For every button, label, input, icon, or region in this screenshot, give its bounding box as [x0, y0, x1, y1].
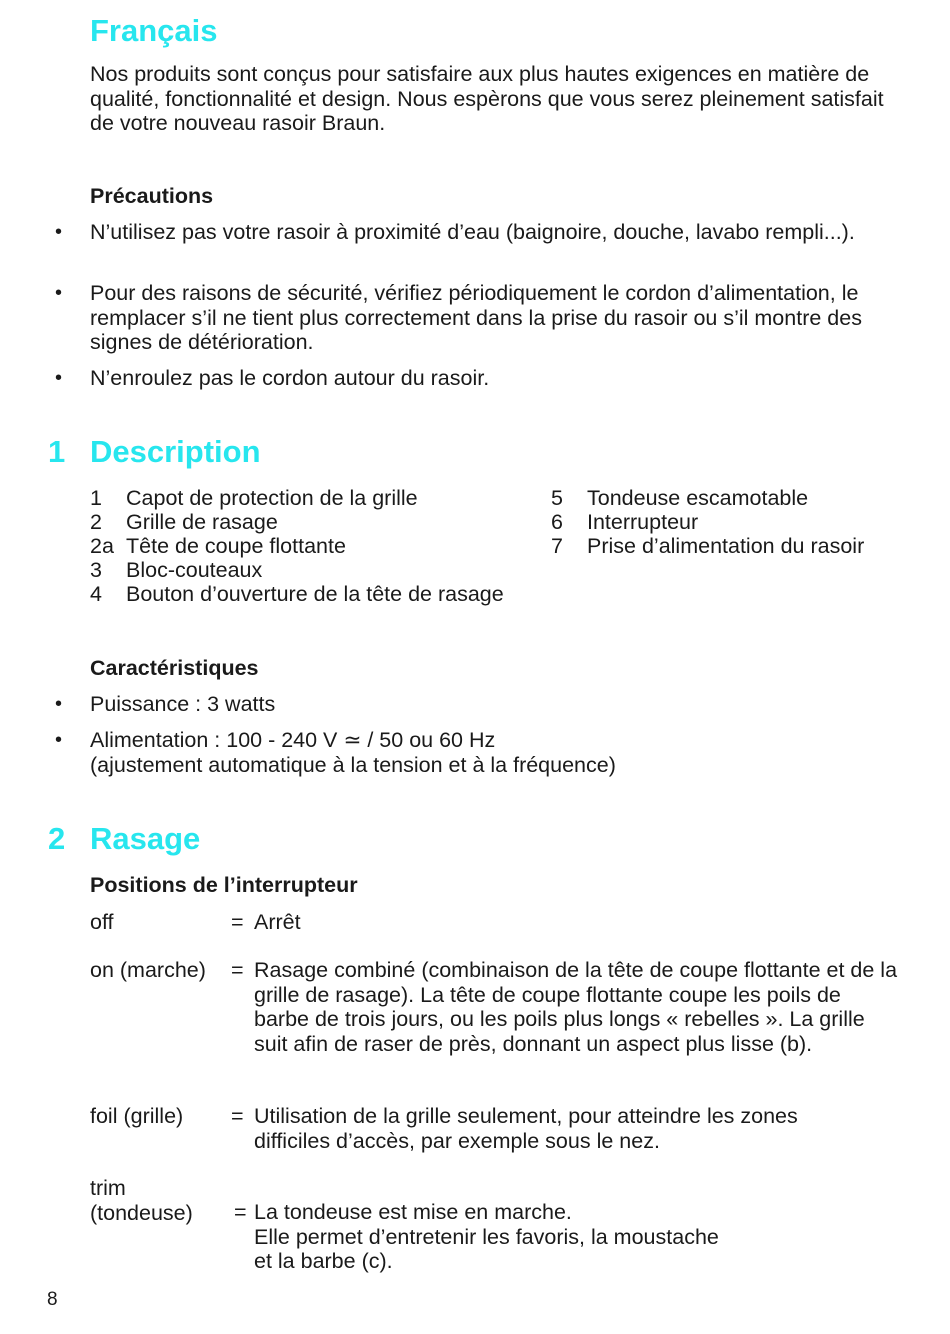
part-label: Grille de rasage: [126, 510, 278, 534]
section-number: 2: [48, 821, 66, 856]
part-label: Prise d’alimentation du rasoir: [587, 534, 865, 558]
part-number: 3: [90, 558, 102, 582]
switch-position-description: Arrêt: [254, 910, 301, 934]
switch-position-description: Rasage combiné (combinaison de la tête de coupe flottante et de la grille de rasage). La tête de coupe flottante coupe les poils de barbe de trois jours, ou les poils plus longs « rebelles ». La grille suit afin de raser de près, donnant un aspect plus lisse (b).: [254, 958, 898, 1056]
equals-sign: =: [231, 910, 244, 934]
part-label: Bloc-couteaux: [126, 558, 263, 582]
bullet-icon: •: [55, 221, 63, 243]
list-item-text: N’enroulez pas le cordon autour du rasoir.: [90, 366, 490, 390]
list-item-text: Pour des raisons de sécurité, vérifiez périodiquement le cordon d’alimentation, le remplacer s’il ne tient plus correctement dans la prise du rasoir ou s’il montre des signes de détérioration.: [90, 281, 862, 354]
equals-sign: =: [234, 1200, 247, 1224]
part-number: 5: [551, 486, 563, 510]
part-label: Tête de coupe flottante: [126, 534, 346, 558]
intro-paragraph: Nos produits sont conçus pour satisfaire aux plus hautes exigences en matière de qualité, fonctionnalité et design. Nous espèrons que vous serez pleinement satisfait de votre nouveau rasoir Braun.: [90, 62, 884, 135]
bullet-icon: •: [55, 693, 63, 715]
part-number: 2a: [90, 534, 114, 558]
list-item-text: N’utilisez pas votre rasoir à proximité d’eau (baignoire, douche, lavabo rempli...).: [90, 220, 855, 244]
section-heading: Rasage: [90, 821, 201, 856]
switch-position-description: La tondeuse est mise en marche. Elle permet d’entretenir les favoris, la moustache et la barbe (c).: [254, 1200, 719, 1273]
part-number: 7: [551, 534, 563, 558]
section-number: 1: [48, 434, 66, 469]
part-label: Tondeuse escamotable: [587, 486, 809, 510]
page-title: Français: [90, 13, 218, 48]
switch-position-label: off: [90, 910, 114, 934]
list-item-text: Puissance : 3 watts: [90, 692, 276, 716]
page-number: 8: [47, 1289, 58, 1310]
switch-position-label: foil (grille): [90, 1104, 184, 1128]
switch-position-description: Utilisation de la grille seulement, pour atteindre les zones difficiles d’accès, par exemple sous le nez.: [254, 1104, 798, 1153]
switch-position-label: trim (tondeuse): [90, 1176, 193, 1225]
bullet-icon: •: [55, 367, 63, 389]
part-label: Bouton d’ouverture de la tête de rasage: [126, 582, 504, 606]
part-number: 2: [90, 510, 102, 534]
bullet-icon: •: [55, 729, 63, 751]
section-heading: Description: [90, 434, 261, 469]
part-label: Interrupteur: [587, 510, 699, 534]
precautions-heading: Précautions: [90, 184, 214, 208]
switch-positions-heading: Positions de l’interrupteur: [90, 873, 358, 897]
switch-position-label: on (marche): [90, 958, 206, 982]
part-number: 6: [551, 510, 563, 534]
equals-sign: =: [231, 958, 244, 982]
list-item-text: Alimentation : 100 - 240 V ≃ / 50 ou 60 Hz (ajustement automatique à la tension et à la fréquence): [90, 728, 616, 777]
part-label: Capot de protection de la grille: [126, 486, 418, 510]
part-number: 1: [90, 486, 102, 510]
bullet-icon: •: [55, 282, 63, 304]
characteristics-heading: Caractéristiques: [90, 656, 259, 680]
part-number: 4: [90, 582, 102, 606]
equals-sign: =: [231, 1104, 244, 1128]
